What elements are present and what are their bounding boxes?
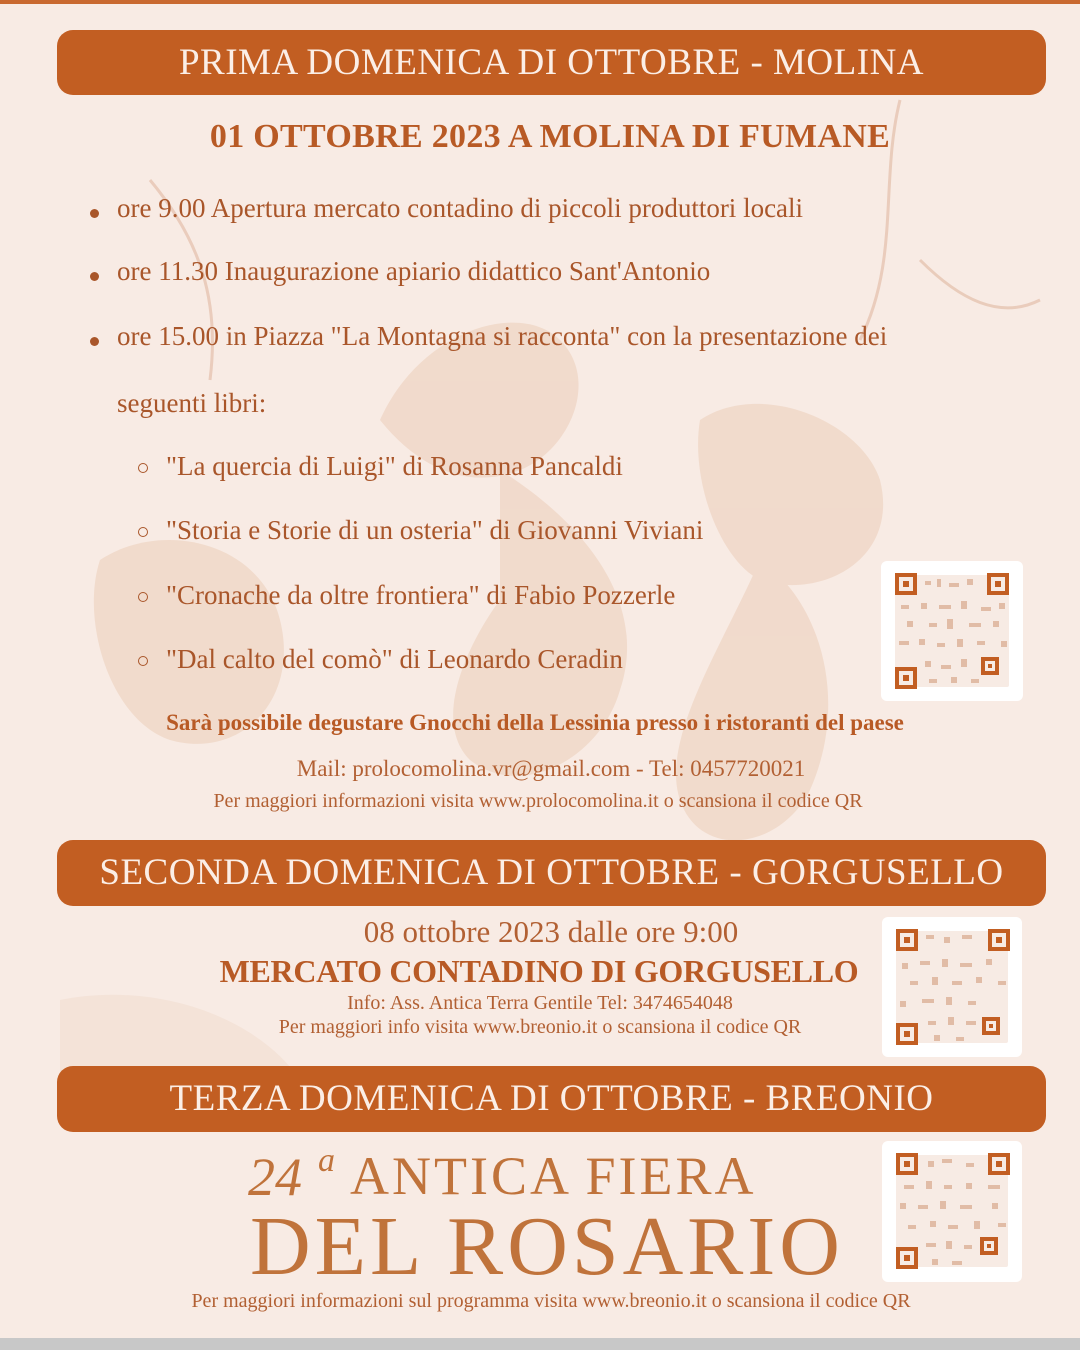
qr-code-icon[interactable] [881,561,1023,701]
bullet [90,272,99,281]
gorgusello-title: MERCATO CONTADINO DI GORGUSELLO [219,953,859,989]
gnocchi-note: Sarà possibile degustare Gnocchi della Lessinia presso i ristoranti del paese [166,710,904,735]
bottom-bar [0,1338,1080,1350]
fiera-title-line1: ANTICA FIERA [350,1146,757,1206]
gorgusello-info: Info: Ass. Antica Terra Gentile Tel: 3474654048 [347,992,733,1014]
bullet [90,209,99,218]
book-item: "La quercia di Luigi" di Rosanna Pancaldi [166,451,623,481]
sub-bullet [138,592,148,602]
list-item: ore 15.00 in Piazza "La Montagna si racconta" con la presentazione dei [117,321,888,351]
top-rule [0,0,1080,4]
sub-bullet [138,463,148,473]
gorgusello-more-info: Per maggiori info visita www.breonio.it o scansiona il codice QR [278,1016,802,1038]
sub-bullet [138,656,148,666]
qr-code-graphic [882,917,1022,1057]
list-item-continuation: seguenti libri: [117,388,267,418]
fiera-edition-number: 24 [248,1147,302,1207]
qr-code-graphic [882,1141,1022,1282]
banner-second-sunday: SECONDA DOMENICA DI OTTOBRE - GORGUSELLO [57,840,1046,906]
molina-contact: Mail: prolocomolina.vr@gmail.com - Tel: 0457720021 [296,756,806,781]
book-item: "Cronache da oltre frontiera" di Fabio Pozzerle [166,580,676,610]
qr-code-graphic [881,561,1023,701]
fiera-edition-suffix: a [318,1142,335,1179]
book-item: "Storia e Storie di un osteria" di Giovanni Viviani [166,515,704,545]
bullet [90,337,99,346]
molina-more-info: Per maggiori informazioni visita www.prolocomolina.it o scansiona il codice QR [213,790,863,812]
list-item: ore 9.00 Apertura mercato contadino di piccoli produttori locali [117,193,804,223]
gorgusello-date: 08 ottobre 2023 dalle ore 9:00 [363,914,739,949]
sub-bullet [138,527,148,537]
list-item: ore 11.30 Inaugurazione apiario didattico Sant'Antonio [117,256,711,286]
breonio-footer: Per maggiori informazioni sul programma visita www.breonio.it o scansiona il codice QR [191,1290,911,1312]
fiera-title-line2: DEL ROSARIO [250,1200,844,1293]
qr-code-icon[interactable] [882,1141,1022,1282]
banner-first-sunday: PRIMA DOMENICA DI OTTOBRE - MOLINA [57,30,1046,95]
molina-date-heading: 01 OTTOBRE 2023 A MOLINA DI FUMANE [209,118,891,155]
book-item: "Dal calto del comò" di Leonardo Ceradin [166,644,623,674]
qr-code-icon[interactable] [882,917,1022,1057]
banner-third-sunday: TERZA DOMENICA DI OTTOBRE - BREONIO [57,1066,1046,1132]
